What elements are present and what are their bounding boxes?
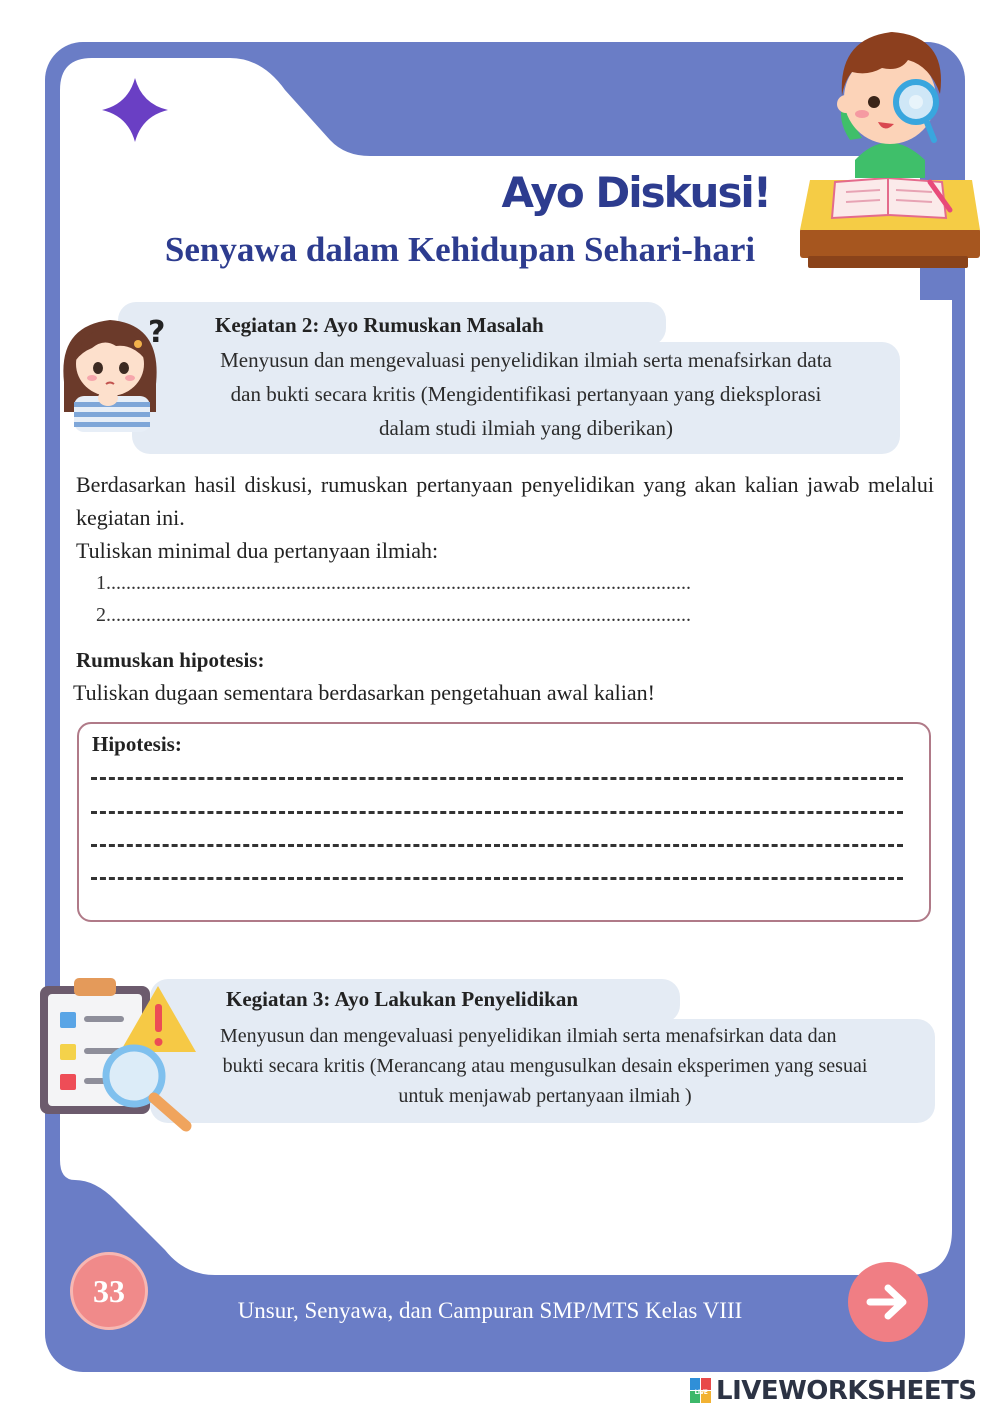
kegiatan2-desc-line: Menyusun dan mengevaluasi penyelidikan ilmiah serta menafsirkan data (220, 348, 832, 372)
hypothesis-box[interactable] (77, 722, 931, 922)
question-line-1[interactable] (96, 572, 856, 595)
question-mark-icon: ? (148, 315, 166, 350)
kegiatan2-desc-line: dalam studi ilmiah yang diberikan) (379, 416, 673, 440)
answer-dots: .................................................................................................................... (111, 604, 691, 626)
hypothesis-write-line[interactable] (91, 877, 903, 880)
answer-dots: .................................................................................................................... (111, 572, 691, 594)
boy-desk-illustration (790, 10, 990, 275)
liveworksheets-logo[interactable] (690, 1376, 990, 1406)
next-page-button[interactable] (848, 1262, 928, 1342)
hypothesis-write-line[interactable] (91, 844, 903, 847)
questions-instruction: Tuliskan minimal dua pertanyaan ilmiah: (76, 538, 439, 563)
question-number: 2. (96, 604, 111, 626)
page-number-badge (70, 1252, 148, 1330)
kegiatan3-desc-line: Menyusun dan mengevaluasi penyelidikan ilmiah serta menafsirkan data dan (220, 1025, 837, 1047)
kegiatan3-desc-line: bukti secara kritis (Merancang atau mengusulkan desain eksperimen yang sesuai (222, 1055, 868, 1077)
page-subtitle: Senyawa dalam Kehidupan Sehari-hari (164, 230, 756, 269)
questions-intro: Berdasarkan hasil diskusi, rumuskan pertanyaan penyelidikan yang akan kalian jawab melalui kegiatan ini. (76, 472, 934, 530)
kegiatan3-desc-line: untuk menjawab pertanyaan ilmiah ) (398, 1085, 692, 1107)
hypothesis-write-line[interactable] (91, 777, 903, 780)
question-number: 1. (96, 572, 111, 594)
kegiatan3-description (160, 1021, 930, 1111)
hypothesis-instruction: Tuliskan dugaan sementara berdasarkan pengetahuan awal kalian! (73, 680, 655, 705)
hypothesis-heading: Rumuskan hipotesis: (76, 648, 265, 672)
kegiatan2-title: Kegiatan 2: Ayo Rumuskan Masalah (215, 313, 544, 337)
hypothesis-box-label: Hipotesis: (92, 732, 182, 756)
svg-text:LIVE: LIVE (694, 1389, 708, 1396)
question-line-2[interactable] (96, 604, 856, 627)
kegiatan2-description (150, 343, 902, 445)
arrow-right-icon (866, 1284, 910, 1320)
thinking-girl-illustration (52, 312, 172, 432)
book-title: Unsur, Senyawa, dan Campuran SMP/MTS Kelas VIII (237, 1298, 743, 1323)
page-number: 33 (93, 1272, 125, 1309)
liveworksheets-logo-icon (690, 1378, 712, 1404)
page-title: Ayo Diskusi! (501, 168, 770, 217)
kegiatan3-title: Kegiatan 3: Ayo Lakukan Penyelidikan (226, 987, 579, 1011)
brand-name: LIVEWORKSHEETS (716, 1376, 977, 1406)
clipboard-search-illustration (36, 972, 206, 1132)
hypothesis-write-line[interactable] (91, 811, 903, 814)
kegiatan2-desc-line: dan bukti secara kritis (Mengidentifikasi pertanyaan yang dieksplorasi (230, 382, 822, 406)
